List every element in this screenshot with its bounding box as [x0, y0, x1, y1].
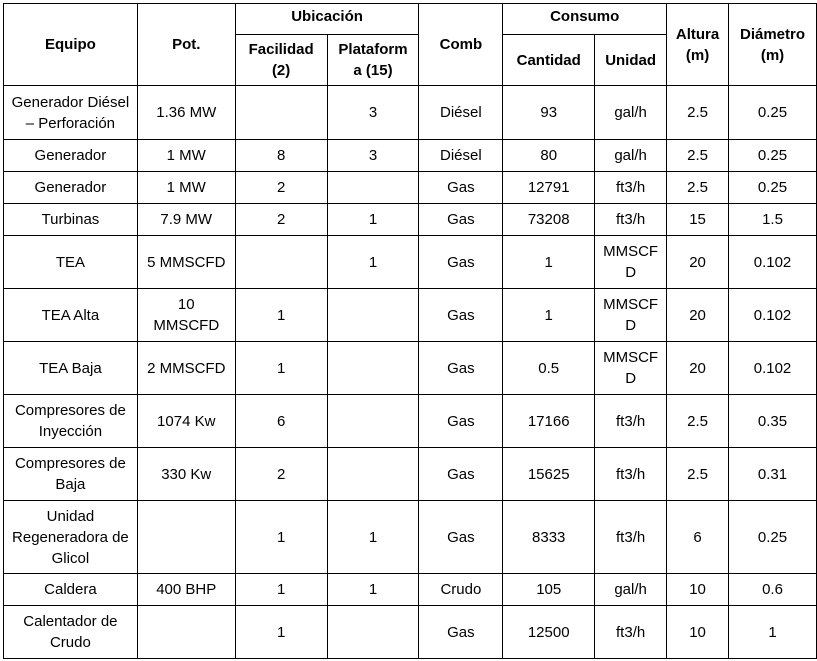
- cell-pot: 1 MW: [137, 172, 235, 204]
- cell-plataforma: 1: [327, 501, 419, 574]
- cell-diametro: 0.25: [729, 172, 817, 204]
- table-row: [4, 342, 817, 395]
- cell-equipo: Turbinas: [4, 204, 138, 236]
- cell-diametro: 0.25: [729, 86, 817, 140]
- cell-pot: 330 Kw: [137, 448, 235, 501]
- cell-unidad: MMSCF D: [595, 236, 667, 289]
- cell-pot: 2 MMSCFD: [137, 342, 235, 395]
- cell-altura: 20: [667, 342, 729, 395]
- cell-altura: 2.5: [667, 172, 729, 204]
- cell-unidad: ft3/h: [595, 395, 667, 448]
- cell-plataforma: 3: [327, 86, 419, 140]
- table-row: [4, 236, 817, 289]
- cell-comb: Gas: [419, 204, 503, 236]
- cell-unidad: ft3/h: [595, 501, 667, 574]
- equipment-table: [3, 3, 817, 659]
- cell-altura: 6: [667, 501, 729, 574]
- cell-pot: [137, 501, 235, 574]
- header-diametro: Diámetro (m): [729, 4, 817, 86]
- cell-plataforma: [327, 172, 419, 204]
- cell-comb: Gas: [419, 395, 503, 448]
- header-comb: Comb: [419, 4, 503, 86]
- cell-unidad: gal/h: [595, 574, 667, 606]
- cell-equipo: Generador: [4, 140, 138, 172]
- cell-comb: Gas: [419, 289, 503, 342]
- cell-equipo: Generador Diésel – Perforación: [4, 86, 138, 140]
- cell-altura: 15: [667, 204, 729, 236]
- cell-equipo: TEA: [4, 236, 138, 289]
- cell-comb: Gas: [419, 501, 503, 574]
- cell-cantidad: 0.5: [503, 342, 595, 395]
- cell-equipo: Generador: [4, 172, 138, 204]
- cell-cantidad: 8333: [503, 501, 595, 574]
- cell-equipo: Compresores de Inyección: [4, 395, 138, 448]
- cell-diametro: 1.5: [729, 204, 817, 236]
- cell-cantidad: 80: [503, 140, 595, 172]
- header-facilidad: Facilidad (2): [235, 35, 327, 86]
- table-row: [4, 395, 817, 448]
- cell-comb: Diésel: [419, 140, 503, 172]
- table-row: [4, 289, 817, 342]
- cell-facilidad: 1: [235, 501, 327, 574]
- cell-diametro: 0.25: [729, 140, 817, 172]
- cell-plataforma: [327, 606, 419, 659]
- cell-facilidad: 8: [235, 140, 327, 172]
- cell-pot: 10 MMSCFD: [137, 289, 235, 342]
- cell-diametro: 0.102: [729, 289, 817, 342]
- cell-diametro: 0.25: [729, 501, 817, 574]
- table-header: [4, 4, 817, 86]
- cell-diametro: 0.35: [729, 395, 817, 448]
- cell-unidad: MMSCF D: [595, 289, 667, 342]
- cell-altura: 10: [667, 606, 729, 659]
- header-cantidad: Cantidad: [503, 35, 595, 86]
- cell-plataforma: 3: [327, 140, 419, 172]
- cell-unidad: gal/h: [595, 140, 667, 172]
- table-row: [4, 172, 817, 204]
- cell-facilidad: [235, 236, 327, 289]
- table-body: [4, 86, 817, 659]
- cell-cantidad: 105: [503, 574, 595, 606]
- header-consumo: Consumo: [503, 4, 667, 35]
- cell-cantidad: 12791: [503, 172, 595, 204]
- cell-plataforma: 1: [327, 574, 419, 606]
- cell-comb: Crudo: [419, 574, 503, 606]
- cell-altura: 2.5: [667, 86, 729, 140]
- cell-altura: 20: [667, 236, 729, 289]
- table-row: [4, 606, 817, 659]
- cell-facilidad: 2: [235, 204, 327, 236]
- cell-facilidad: 2: [235, 172, 327, 204]
- cell-comb: Gas: [419, 342, 503, 395]
- cell-facilidad: 1: [235, 342, 327, 395]
- cell-altura: 2.5: [667, 140, 729, 172]
- cell-equipo: Compresores de Baja: [4, 448, 138, 501]
- table-row: [4, 501, 817, 574]
- cell-pot: [137, 606, 235, 659]
- cell-facilidad: 1: [235, 606, 327, 659]
- cell-plataforma: 1: [327, 236, 419, 289]
- table-row: [4, 86, 817, 140]
- cell-diametro: 0.102: [729, 342, 817, 395]
- cell-facilidad: [235, 86, 327, 140]
- cell-unidad: gal/h: [595, 86, 667, 140]
- cell-pot: 400 BHP: [137, 574, 235, 606]
- cell-comb: Gas: [419, 448, 503, 501]
- cell-cantidad: 73208: [503, 204, 595, 236]
- cell-unidad: ft3/h: [595, 448, 667, 501]
- cell-comb: Gas: [419, 172, 503, 204]
- cell-comb: Gas: [419, 606, 503, 659]
- cell-diametro: 0.31: [729, 448, 817, 501]
- header-plataforma: Plataform a (15): [327, 35, 419, 86]
- cell-diametro: 0.102: [729, 236, 817, 289]
- cell-plataforma: 1: [327, 204, 419, 236]
- cell-cantidad: 93: [503, 86, 595, 140]
- header-unidad: Unidad: [595, 35, 667, 86]
- header-altura: Altura (m): [667, 4, 729, 86]
- cell-altura: 10: [667, 574, 729, 606]
- table-row: [4, 204, 817, 236]
- cell-facilidad: 1: [235, 574, 327, 606]
- cell-facilidad: 2: [235, 448, 327, 501]
- cell-cantidad: 1: [503, 289, 595, 342]
- cell-cantidad: 17166: [503, 395, 595, 448]
- cell-comb: Gas: [419, 236, 503, 289]
- cell-pot: 1 MW: [137, 140, 235, 172]
- table-row: [4, 140, 817, 172]
- cell-equipo: Caldera: [4, 574, 138, 606]
- cell-unidad: ft3/h: [595, 606, 667, 659]
- cell-plataforma: [327, 342, 419, 395]
- cell-equipo: Unidad Regeneradora de Glicol: [4, 501, 138, 574]
- cell-equipo: TEA Alta: [4, 289, 138, 342]
- cell-diametro: 0.6: [729, 574, 817, 606]
- table-row: [4, 448, 817, 501]
- cell-unidad: ft3/h: [595, 204, 667, 236]
- cell-comb: Diésel: [419, 86, 503, 140]
- cell-pot: 5 MMSCFD: [137, 236, 235, 289]
- cell-cantidad: 12500: [503, 606, 595, 659]
- cell-pot: 7.9 MW: [137, 204, 235, 236]
- header-equipo: Equipo: [4, 4, 138, 86]
- header-pot: Pot.: [137, 4, 235, 86]
- cell-facilidad: 6: [235, 395, 327, 448]
- cell-plataforma: [327, 395, 419, 448]
- cell-altura: 2.5: [667, 395, 729, 448]
- cell-unidad: ft3/h: [595, 172, 667, 204]
- cell-facilidad: 1: [235, 289, 327, 342]
- cell-equipo: Calentador de Crudo: [4, 606, 138, 659]
- cell-cantidad: 15625: [503, 448, 595, 501]
- cell-equipo: TEA Baja: [4, 342, 138, 395]
- cell-pot: 1074 Kw: [137, 395, 235, 448]
- header-ubicacion: Ubicación: [235, 4, 419, 35]
- cell-plataforma: [327, 448, 419, 501]
- equipment-table-container: [3, 3, 817, 659]
- cell-diametro: 1: [729, 606, 817, 659]
- cell-altura: 20: [667, 289, 729, 342]
- cell-plataforma: [327, 289, 419, 342]
- cell-unidad: MMSCF D: [595, 342, 667, 395]
- cell-pot: 1.36 MW: [137, 86, 235, 140]
- cell-altura: 2.5: [667, 448, 729, 501]
- cell-cantidad: 1: [503, 236, 595, 289]
- table-row: [4, 574, 817, 606]
